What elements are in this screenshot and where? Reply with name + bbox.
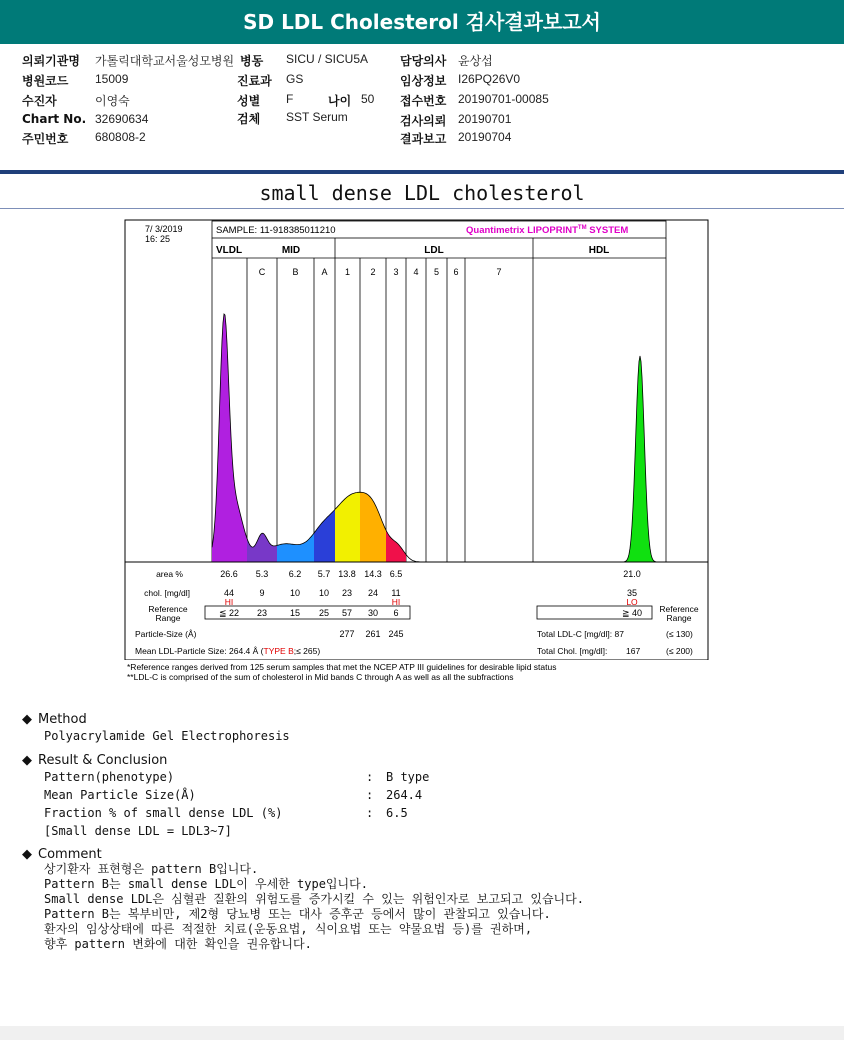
comment-line: 향후 pattern 변화에 대한 확인을 권유합니다. (44, 937, 312, 951)
area-value: 5.3 (255, 569, 269, 579)
reference-value: ≧ 40 (621, 608, 643, 618)
particle-size-label: Particle-Size (Å) (135, 629, 197, 639)
comment-line: Pattern B는 복부비만, 제2형 당뇨병 또는 대사 증후군 등에서 많이 관찰되고 있습니다. (44, 907, 551, 921)
comment-line: Pattern B는 small dense LDL이 우세한 type입니다. (44, 877, 368, 891)
age-label: 나이 (328, 94, 352, 108)
chart-time: 16: 25 (145, 234, 171, 244)
total-chol-value: 167 (626, 646, 641, 656)
result-row: Pattern(phenotype) : B type (44, 770, 430, 784)
comment-line: 상기환자 표현형은 pattern B입니다. (44, 862, 259, 876)
band-label-a: A (321, 267, 328, 277)
reference-value: 15 (289, 608, 301, 618)
chol-flag: HI (224, 597, 234, 607)
reference-row-label: Reference (148, 604, 188, 614)
report-date-value: 20190704 (458, 130, 512, 144)
band-label-6: 6 (453, 267, 459, 277)
patient-value: 이영숙 (95, 94, 130, 108)
area-value: 6.2 (288, 569, 302, 579)
area-value: 21.0 (623, 569, 641, 579)
total-ldl-label: Total LDL-C [mg/dl]: 87 (537, 629, 624, 639)
group-label-mid: MID (281, 245, 301, 256)
comment-heading: ◆ Comment (22, 847, 102, 862)
chol-value: 11 (391, 588, 401, 598)
id-no-label: 주민번호 (22, 132, 69, 146)
reference-value: 23 (256, 608, 268, 618)
sex-value: F (286, 92, 294, 106)
sample-id: SAMPLE: 11-918385011210 (216, 225, 336, 236)
specimen-label: 검체 (237, 112, 261, 126)
chart-no-label: Chart No. (22, 112, 87, 126)
method-section (22, 712, 290, 745)
subtitle-divider (0, 208, 844, 209)
report-date-label: 결과보고 (400, 132, 447, 146)
note-line: *Reference ranges derived from 125 serum samples that met the NCEP ATP III guidelines for desirable lipid status (127, 662, 557, 672)
area-row-label: area % (156, 569, 183, 579)
report-title: SD LDL Cholesterol 검사결과보고서 (0, 0, 844, 44)
comment-line: Small dense LDL은 심혈관 질환의 위험도를 증가시킬 수 있는 위험인자로 보고되고 있습니다. (44, 892, 584, 906)
clinical-info-label: 임상정보 (400, 74, 447, 88)
chart-notes (127, 662, 556, 682)
specimen-value: SST Serum (286, 110, 348, 124)
comment-line: 환자의 임상상태에 따른 적절한 치료(운동요법, 식이요법 또는 약물요법 등)를 권하며, (44, 922, 533, 936)
area-value: 6.5 (389, 569, 403, 579)
result-section (22, 753, 429, 840)
patient-info (0, 52, 844, 152)
band-label-3: 3 (393, 267, 399, 277)
reference-value: ≦ 22 (218, 608, 240, 618)
band-label-4: 4 (413, 267, 419, 277)
hospital-code-value: 15009 (95, 72, 129, 86)
chart-frame (125, 220, 708, 660)
ward-label: 병동 (240, 54, 264, 68)
result-rows (22, 768, 429, 822)
band-label-b: B (292, 267, 299, 277)
section-subtitle: small dense LDL cholesterol (259, 181, 585, 205)
comment-lines (22, 862, 584, 952)
particle-size-value: 277 (339, 629, 355, 639)
institution-value: 가톨릭대학교서울성모병원 (95, 54, 235, 68)
chol-value: 9 (259, 588, 265, 598)
reference-row-label-right: Reference (659, 604, 699, 614)
reference-value: 57 (341, 608, 353, 618)
age-value: 50 (361, 92, 375, 106)
diamond-bullet-icon: ◆ (22, 712, 32, 727)
method-heading: ◆ Method (22, 712, 87, 727)
doctor-label: 담당의사 (400, 54, 447, 68)
total-ldl-ref: (≤ 130) (666, 629, 693, 639)
mean-particle-size: Mean LDL-Particle Size: 264.4 Å (TYPE B;≤ 265) (135, 646, 321, 656)
particle-size-value: 245 (388, 629, 404, 639)
comment-section (22, 847, 584, 952)
band-label-c: C (258, 267, 266, 277)
chol-value: 35 (626, 588, 638, 598)
chol-flag: HI (391, 597, 401, 607)
request-date-label: 검사의뢰 (400, 114, 447, 128)
group-label-hdl: HDL (588, 245, 610, 256)
chol-row-label: chol. [mg/dl] (144, 588, 190, 598)
result-row: Mean Particle Size(Å) : 264.4 (44, 788, 423, 802)
reference-value: 30 (367, 608, 379, 618)
band-label-7: 7 (496, 267, 502, 277)
reference-value: 25 (318, 608, 330, 618)
receipt-no-label: 접수번호 (400, 94, 447, 108)
total-chol-ref: (≤ 200) (666, 646, 693, 656)
diamond-bullet-icon: ◆ (22, 753, 32, 768)
result-row: Fraction % of small dense LDL (%) : 6.5 (44, 806, 408, 820)
reference-row-label: Range (155, 613, 181, 623)
request-date-value: 20190701 (458, 112, 512, 126)
chol-value: 10 (318, 588, 330, 598)
area-value: 13.8 (338, 569, 356, 579)
reference-row-label-right: Range (666, 613, 692, 623)
area-value: 26.6 (220, 569, 238, 579)
patient-label: 수진자 (22, 94, 57, 108)
result-note: [Small dense LDL = LDL3~7] (44, 824, 232, 838)
chol-value: 24 (367, 588, 379, 598)
sex-label: 성별 (237, 94, 261, 108)
clinical-info-value: I26PQ26V0 (458, 72, 521, 86)
particle-size-value: 261 (365, 629, 381, 639)
department-label: 진료과 (237, 74, 272, 88)
chol-value: 44 (223, 588, 235, 598)
id-no-value: 680808-2 (95, 130, 146, 144)
group-label-vldl: VLDL (215, 245, 243, 256)
reference-value: 6 (393, 608, 399, 618)
diamond-bullet-icon: ◆ (22, 847, 32, 862)
band-label-1: 1 (344, 267, 351, 277)
chol-value: 10 (289, 588, 301, 598)
brand-logo: Quantimetrix LIPOPRINT™ SYSTEM (466, 225, 629, 236)
area-value: 5.7 (317, 569, 331, 579)
area-value: 14.3 (364, 569, 382, 579)
header-divider (0, 170, 844, 174)
chol-value: 23 (341, 588, 353, 598)
chol-flag: LO (626, 597, 638, 607)
chart-no-value: 32690634 (95, 112, 149, 126)
institution-label: 의뢰기관명 (22, 54, 80, 68)
ward-value: SICU / SICU5A (286, 52, 369, 66)
receipt-no-value: 20190701-00085 (458, 92, 549, 106)
method-text: Polyacrylamide Gel Electrophoresis (44, 729, 290, 743)
band-label-2: 2 (370, 267, 376, 277)
band-label-5: 5 (433, 267, 440, 277)
group-label-ldl: LDL (424, 245, 444, 256)
doctor-value: 윤상섭 (458, 54, 493, 68)
chart-date: 7/ 3/2019 (145, 224, 183, 234)
total-chol-label: Total Chol. [mg/dl]: (537, 646, 608, 656)
note-line: **LDL-C is comprised of the sum of cholesterol in Mid bands C through A as well as all the subfractions (127, 672, 514, 682)
footer-bar (0, 1026, 844, 1040)
hospital-code-label: 병원코드 (22, 74, 69, 88)
result-heading: ◆ Result & Conclusion (22, 753, 168, 768)
lipoprint-chart (0, 215, 844, 660)
department-value: GS (286, 72, 304, 86)
